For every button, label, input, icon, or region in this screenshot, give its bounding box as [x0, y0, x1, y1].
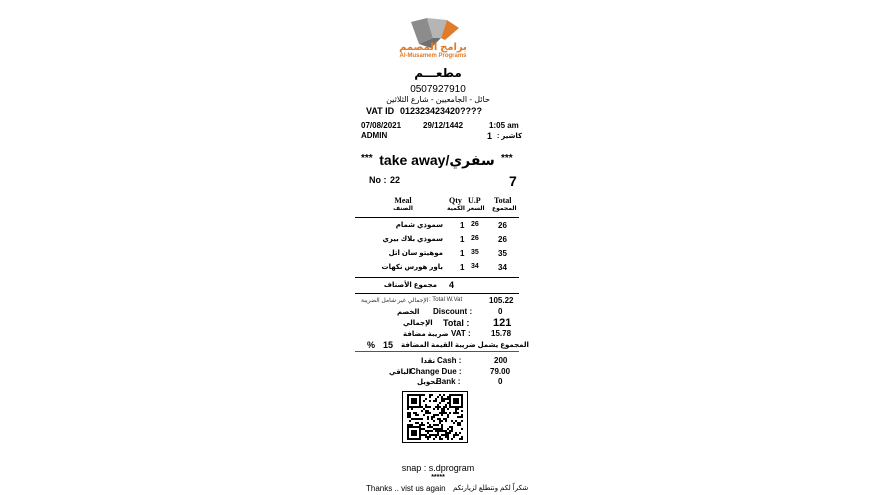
item-qty: 1 — [460, 235, 465, 244]
order-no-label: No : — [369, 175, 387, 185]
qr-code[interactable] — [402, 391, 468, 443]
total-wo-vat-value: 105.22 — [489, 296, 514, 305]
total-ar: الإجمالي — [403, 320, 433, 327]
item-total: 26 — [498, 235, 507, 244]
total-en: Total : — [443, 318, 470, 328]
order-stars-left: *** — [361, 153, 373, 164]
item-total: 35 — [498, 249, 507, 258]
totals-divider — [355, 351, 519, 352]
restaurant-title: مطعـــم — [414, 66, 462, 80]
item-total: 26 — [498, 221, 507, 230]
col-total-ar: المجموع — [492, 206, 517, 212]
items-count-divider — [355, 293, 519, 294]
cash-value: 200 — [494, 356, 508, 365]
snap-handle: snap : s.dprogram — [401, 463, 475, 473]
item-unit-price: 26 — [471, 221, 479, 228]
item-unit-price: 35 — [471, 249, 479, 256]
vat-percent-sign: % — [367, 340, 376, 350]
items-divider — [355, 277, 519, 278]
bank-ar: تحويل — [417, 379, 438, 386]
total-value: 121 — [493, 317, 512, 329]
bank-en: Bank : — [436, 377, 461, 386]
vat-value: 15.78 — [491, 329, 512, 338]
discount-value: 0 — [498, 307, 503, 316]
thanks-arabic: شكراً لكم ونتطلع لزيارتكم — [453, 485, 529, 492]
cash-en: Cash : — [437, 356, 462, 365]
receipt-date: 07/08/2021 — [361, 121, 402, 130]
bank-value: 0 — [498, 377, 503, 386]
col-up-en: U.P — [468, 196, 481, 205]
item-unit-price: 34 — [471, 263, 479, 270]
discount-ar: الخصم — [397, 309, 420, 316]
item-total: 34 — [498, 263, 507, 272]
logo-latin-text: Al-Musamem Programs — [399, 53, 467, 59]
item-unit-price: 26 — [471, 235, 479, 242]
discount-en: Discount : — [433, 307, 473, 316]
table-header-divider — [355, 217, 519, 218]
items-count: 4 — [449, 280, 455, 290]
qr-code-icon — [403, 392, 467, 442]
order-type: سفري/take away — [379, 152, 495, 168]
item-qty: 1 — [460, 249, 465, 258]
total-wo-vat-ar: الإجمالي غير شامل الضريبة — [361, 298, 429, 304]
total-wo-vat-en: : Total W.Vat — [429, 297, 463, 303]
item-qty: 1 — [460, 221, 465, 230]
col-qty-ar: الكمية — [447, 206, 465, 212]
cash-ar: نقدا — [421, 358, 436, 365]
vat-id-value: 012323423420???? — [400, 106, 483, 116]
receipt — [355, 0, 529, 495]
vat-percent-value: 15 — [383, 340, 394, 350]
vat-note: المجموع يشمل ضريبة القيمة المضافة — [401, 342, 529, 349]
item-qty: 1 — [460, 263, 465, 272]
col-up-ar: السعر — [467, 206, 485, 212]
vat-id-label: VAT ID — [366, 106, 395, 116]
col-total-en: Total — [494, 196, 512, 205]
footer-stars: ***** — [431, 474, 445, 481]
vat-ar: ضريبة مضافة — [403, 331, 449, 338]
item-name: سموذي بلاك بيري — [382, 236, 443, 243]
change-en: Change Due : — [410, 367, 462, 376]
cashier-label: كاشير : — [497, 133, 523, 140]
col-meal-ar: الصنف — [393, 206, 413, 212]
order-no-value: 22 — [390, 175, 401, 185]
item-name: سموذي شمام — [395, 222, 443, 229]
receipt-time: 1:05 am — [489, 121, 519, 130]
receipt-hijri-date: 29/12/1442 — [423, 121, 464, 130]
order-big-number: 7 — [509, 173, 517, 189]
logo-arabic-text: برامج المصمم — [399, 42, 467, 53]
col-qty-en: Qty — [449, 196, 462, 205]
vat-en: VAT : — [451, 329, 471, 338]
order-stars-right: *** — [501, 153, 513, 164]
change-value: 79.00 — [490, 367, 511, 376]
items-count-label: مجموع الأصناف — [383, 282, 437, 289]
user-name: ADMIN — [361, 131, 388, 140]
item-name: موهيتو سان اتل — [388, 250, 443, 257]
change-ar: الباقي — [389, 369, 412, 376]
col-meal-en: Meal — [394, 196, 412, 205]
thanks-english: Thanks .. vist us again — [366, 484, 446, 493]
restaurant-phone: 0507927910 — [410, 84, 466, 95]
cashier-number: 1 — [487, 131, 493, 141]
item-name: باور هورس نكهات — [381, 264, 443, 271]
restaurant-address: حائل - الجامعيين - شارع الثلاثين — [386, 95, 490, 104]
